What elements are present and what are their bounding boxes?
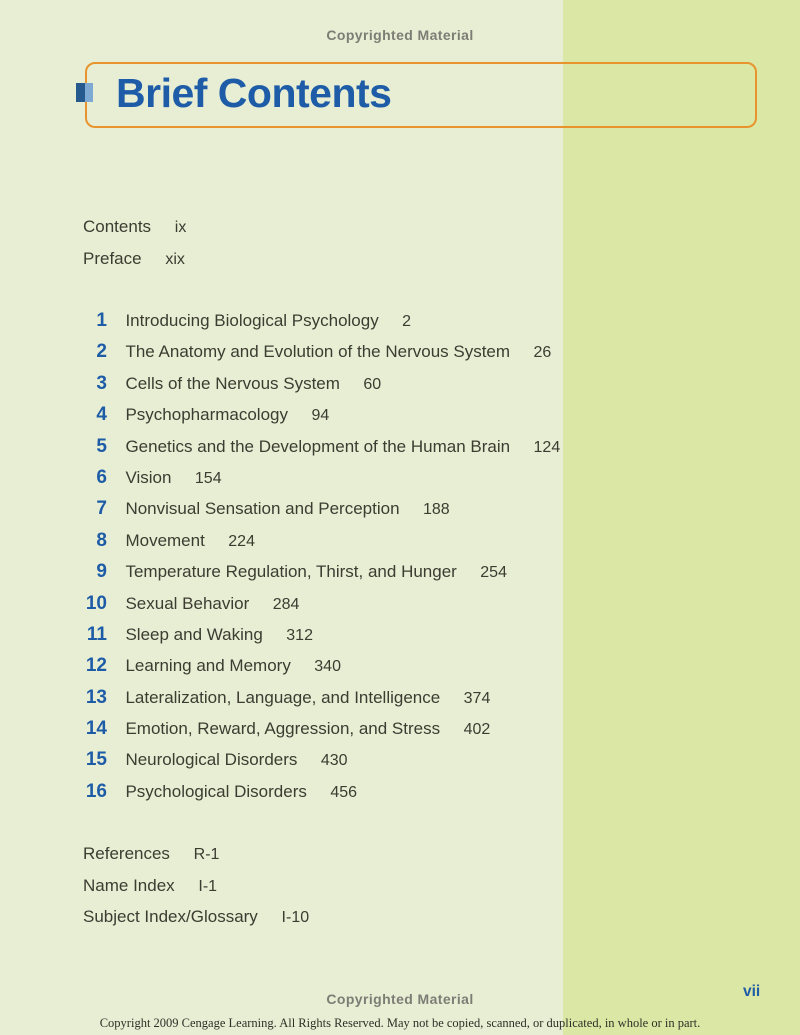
chapter-row <box>0 462 620 493</box>
chapter-number: 14 <box>85 718 107 740</box>
chapter-square-dark-icon <box>76 83 85 102</box>
chapter-title: Cells of the Nervous System <box>125 373 340 393</box>
end-matter-row <box>83 838 309 870</box>
chapter-title: Vision <box>125 467 172 487</box>
chapter-number: 1 <box>96 310 107 331</box>
end-matter-row <box>83 901 309 933</box>
chapter-row <box>0 682 620 713</box>
chapter-number: 12 <box>85 655 107 677</box>
chapter-number: 4 <box>96 404 107 426</box>
chapter-page-number: 284 <box>272 595 300 613</box>
chapter-page-number: 188 <box>422 501 450 519</box>
chapter-title: Emotion, Reward, Aggression, and Stress <box>125 719 441 739</box>
chapter-row <box>0 556 620 587</box>
chapter-number: 15 <box>85 749 107 771</box>
front-matter-row <box>83 211 186 243</box>
chapter-row <box>0 650 620 681</box>
chapter-page-number: 124 <box>533 438 561 456</box>
front-matter-page-number: ix <box>174 219 187 236</box>
chapter-title: Sleep and Waking <box>125 624 263 644</box>
chapter-title: Nonvisual Sensation and Perception <box>125 499 400 519</box>
chapter-title: Movement <box>125 530 205 550</box>
chapter-page-number: 402 <box>463 721 491 739</box>
chapter-page-number: 224 <box>228 532 255 550</box>
page-number: vii <box>743 983 761 1000</box>
end-matter-label: Name Index <box>83 875 175 895</box>
chapter-square-light-icon <box>85 83 93 102</box>
chapter-title: Psychopharmacology <box>125 405 288 425</box>
chapter-row <box>0 399 620 430</box>
chapter-number: 16 <box>85 780 107 802</box>
chapter-number: 7 <box>96 498 107 520</box>
chapter-title: Psychological Disorders <box>125 781 307 801</box>
end-matter-label: Subject Index/Glossary <box>83 907 258 926</box>
chapter-row <box>0 368 620 399</box>
chapter-row <box>0 776 620 807</box>
chapter-list <box>0 305 620 807</box>
chapter-page-number: 60 <box>363 375 382 393</box>
chapter-page-number: 430 <box>320 752 348 770</box>
chapter-page-number: 312 <box>286 626 313 644</box>
end-matter-list <box>83 838 309 933</box>
front-matter-page-number: xix <box>165 250 185 268</box>
front-matter-label: Contents <box>83 217 152 236</box>
chapter-row <box>0 305 620 336</box>
chapter-number: 3 <box>96 372 107 394</box>
chapter-number: 2 <box>96 341 107 363</box>
chapter-square-icon <box>76 83 93 102</box>
chapter-title: Introducing Biological Psychology <box>125 311 379 330</box>
chapter-page-number: 94 <box>311 407 330 425</box>
end-matter-page-number: I-1 <box>198 877 218 895</box>
page-title: Brief Contents <box>116 70 392 116</box>
chapter-title: Genetics and the Development of the Human Brain <box>125 436 511 456</box>
chapter-number: 11 <box>86 623 107 645</box>
chapter-row <box>0 744 620 775</box>
title-box <box>85 62 757 128</box>
front-matter-label: Preface <box>83 248 142 268</box>
chapter-page-number: 26 <box>533 344 552 362</box>
end-matter-row <box>83 870 309 902</box>
chapter-row <box>0 493 620 524</box>
chapter-row <box>0 588 620 619</box>
chapter-page-number: 456 <box>330 783 358 801</box>
chapter-number: 5 <box>96 435 107 457</box>
chapter-title: The Anatomy and Evolution of the Nervous System <box>125 342 511 362</box>
chapter-number: 8 <box>96 529 107 551</box>
chapter-title: Learning and Memory <box>125 656 291 676</box>
chapter-number: 6 <box>96 466 107 488</box>
chapter-row <box>0 431 620 462</box>
top-watermark: Copyrighted Material <box>326 27 474 43</box>
copyright-line: Copyright 2009 Cengage Learning. All Rights Reserved. May not be copied, scanned, or duplicated, in whole or in part. <box>99 1016 701 1030</box>
bottom-watermark: Copyrighted Material <box>326 991 474 1007</box>
chapter-title: Lateralization, Language, and Intelligence <box>125 687 441 707</box>
chapter-row <box>0 336 620 367</box>
end-matter-label: References <box>83 844 170 863</box>
front-matter-row <box>83 243 186 275</box>
chapter-title: Temperature Regulation, Thirst, and Hunger <box>125 562 457 582</box>
chapter-row <box>0 619 620 650</box>
chapter-title: Neurological Disorders <box>125 750 298 770</box>
chapter-page-number: 154 <box>194 469 222 487</box>
chapter-page-number: 254 <box>480 564 507 582</box>
chapter-number: 9 <box>96 561 107 583</box>
chapter-page-number: 2 <box>402 313 412 330</box>
front-matter-list <box>83 211 186 274</box>
chapter-number: 13 <box>85 686 107 708</box>
end-matter-page-number: I-10 <box>281 909 310 926</box>
chapter-row <box>0 525 620 556</box>
end-matter-page-number: R-1 <box>193 846 220 863</box>
chapter-row <box>0 713 620 744</box>
chapter-page-number: 374 <box>463 689 491 707</box>
chapter-title: Sexual Behavior <box>125 593 250 613</box>
chapter-page-number: 340 <box>314 658 341 676</box>
chapter-number: 10 <box>85 592 107 614</box>
